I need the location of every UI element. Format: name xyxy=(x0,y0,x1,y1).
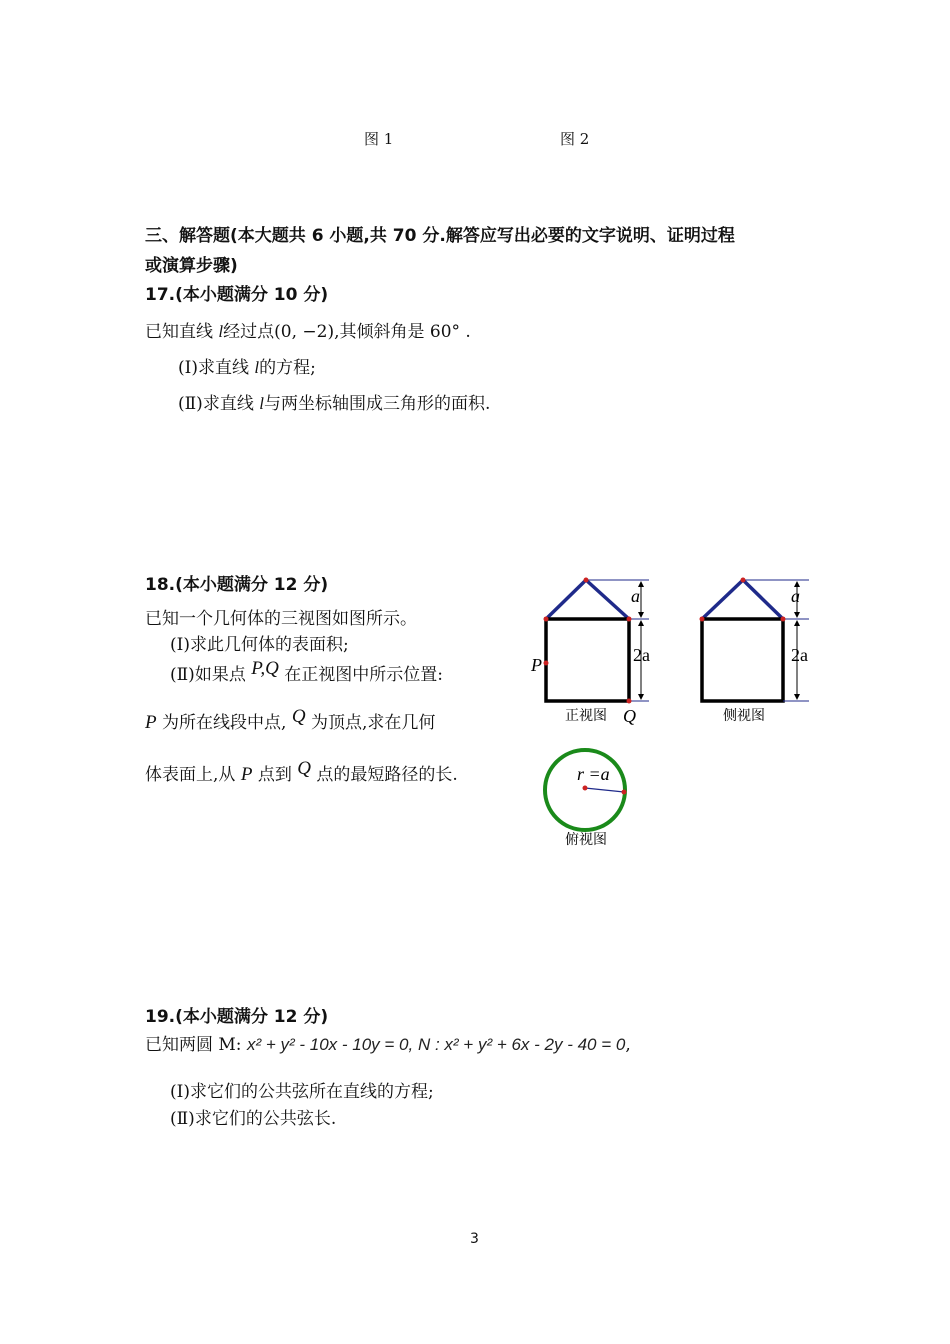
top-radius-label: r =a xyxy=(577,764,610,784)
q17-part1-var-l: l xyxy=(254,358,260,377)
q18-title: 18.(本小题满分 12 分) xyxy=(145,575,329,595)
front-point-q-label: Q xyxy=(623,706,636,726)
q18-line4 xyxy=(145,760,458,786)
q19-stem-a: 已知两圆 M: xyxy=(145,1035,247,1055)
q18-part1: (Ⅰ)求此几何体的表面积; xyxy=(170,635,349,655)
q19-part1: (Ⅰ)求它们的公共弦所在直线的方程; xyxy=(170,1082,434,1102)
q18-part2-b: 在正视图中所示位置: xyxy=(278,665,444,685)
q17-part1-a: (Ⅰ)求直线 xyxy=(178,358,255,378)
q18-line4-a: 体表面上,从 xyxy=(145,765,241,785)
top-view-label: 俯视图 xyxy=(565,833,607,848)
side-apex-point xyxy=(741,578,746,583)
front-dim-2a-label: 2a xyxy=(633,645,650,665)
q17-stem-b: 经过点(0, −2),其倾斜角是 60° . xyxy=(223,322,471,342)
q17-part2-b: 与两坐标轴围成三角形的面积. xyxy=(263,394,491,414)
section-heading-line1: 三、解答题(本大题共 6 小题,共 70 分.解答应写出必要的文字说明、证明过程 xyxy=(145,226,735,246)
front-dim-a-label: a xyxy=(631,586,640,606)
front-roof-left xyxy=(546,580,586,619)
front-body-rect xyxy=(546,619,629,701)
q17-part2-a: (Ⅱ)求直线 xyxy=(178,394,260,414)
q17-part2-var-l: l xyxy=(259,394,264,413)
section-heading-line2: 或演算步骤) xyxy=(145,256,238,276)
q19-part2: (Ⅱ)求它们的公共弦长. xyxy=(170,1109,337,1129)
q18-line3-b: 为顶点,求在几何 xyxy=(305,713,436,733)
figure-2-caption: 图 2 xyxy=(560,130,590,148)
top-view xyxy=(545,750,627,830)
front-point-p-label: P xyxy=(531,655,542,675)
q18-line3-a: 为所在线段中点, xyxy=(156,713,292,733)
q18-part2-a: (Ⅱ)如果点 xyxy=(170,665,252,685)
side-body-rect xyxy=(702,619,783,701)
side-dim-a-label: a xyxy=(791,586,800,606)
top-radius-line xyxy=(585,788,624,792)
q18-line1: 已知一个几何体的三视图如图所示。 xyxy=(145,609,417,629)
q19-stem-b: , xyxy=(625,1035,631,1055)
q19-title: 19.(本小题满分 12 分) xyxy=(145,1007,329,1027)
figure-1-caption: 图 1 xyxy=(364,130,394,148)
q19-equation: x² + y² - 10x - 10y = 0, N : x² + y² + 6x - 2y - 40 = 0 xyxy=(246,1035,626,1054)
q18-line4-c: 点的最短路径的长. xyxy=(310,765,458,785)
side-view-label: 侧视图 xyxy=(723,709,765,724)
front-point-p xyxy=(544,661,549,666)
top-edge-point xyxy=(622,790,627,795)
top-center-point xyxy=(583,786,588,791)
q18-part2 xyxy=(170,660,443,686)
q17-part1 xyxy=(178,353,316,378)
front-view-label: 正视图 xyxy=(565,709,607,724)
q18-line3 xyxy=(145,708,435,734)
q18-line4-q: Q xyxy=(297,758,311,779)
q17-stem xyxy=(145,317,471,342)
side-corner-right-point xyxy=(781,617,786,622)
q17-part2 xyxy=(178,389,490,414)
front-point-q xyxy=(627,699,632,704)
side-corner-left-point xyxy=(700,617,705,622)
q19-stem xyxy=(145,1030,631,1055)
front-roof-right xyxy=(586,580,629,619)
q18-line3-q: Q xyxy=(291,706,306,727)
side-roof-right xyxy=(743,580,783,619)
q17-title: 17.(本小题满分 10 分) xyxy=(145,285,329,305)
three-view-figure xyxy=(525,572,825,852)
front-apex-point xyxy=(584,578,589,583)
q17-var-l: l xyxy=(218,322,224,341)
front-corner-right-point xyxy=(627,617,632,622)
q18-line4-p: P xyxy=(240,764,253,785)
q17-part1-b: 的方程; xyxy=(259,358,316,378)
front-corner-left-point xyxy=(544,617,549,622)
page-number: 3 xyxy=(470,1231,479,1247)
side-roof-left xyxy=(702,580,743,619)
q17-stem-a: 已知直线 xyxy=(145,322,219,342)
q18-line4-b: 点到 xyxy=(252,765,298,785)
q18-var-pq: P,Q xyxy=(251,658,279,679)
side-dim-2a-label: 2a xyxy=(791,645,808,665)
q18-line3-p: P xyxy=(145,712,157,733)
